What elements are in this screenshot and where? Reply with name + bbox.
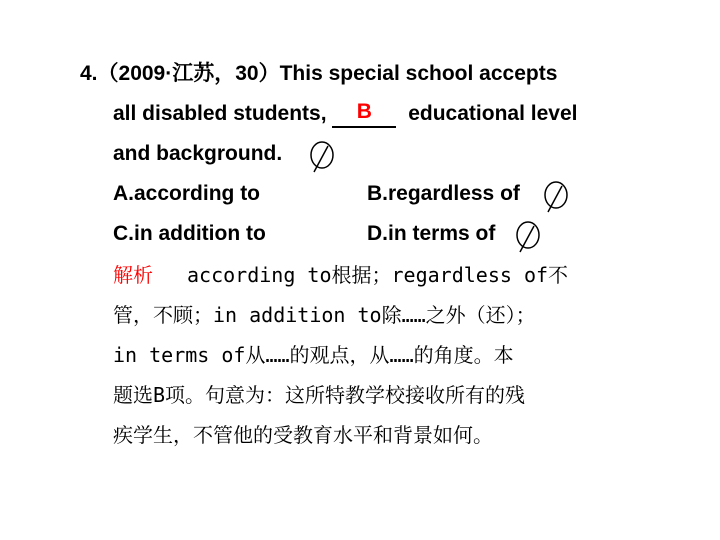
analysis-text-5: 疾学生，不管他的受教育水平和背景如何。	[113, 423, 493, 447]
analysis-text-4: 题选B项。句意为：这所特教学校接收所有的残	[113, 383, 526, 407]
analysis-line-5	[113, 421, 493, 449]
question-text-2b: educational level	[402, 102, 578, 125]
option-d-text: D.in terms of	[367, 222, 496, 245]
analysis-text-2: 管，不顾；in addition to除……之外（还）；	[113, 303, 536, 327]
question-text-3: and background.	[113, 142, 283, 165]
option-d	[367, 220, 495, 248]
question-line-3	[113, 140, 282, 168]
option-c	[113, 220, 266, 248]
question-line-1	[80, 60, 557, 88]
question-text-1: This special school accepts	[279, 62, 558, 85]
option-a-text: A.according to	[113, 182, 261, 205]
answer-letter: B	[356, 100, 372, 123]
analysis-line-1	[113, 261, 568, 289]
question-number-source: 4.（2009·江苏，30）	[80, 62, 280, 85]
question-text-2a: all disabled students,	[113, 102, 333, 125]
option-a	[113, 180, 260, 208]
circled-mark-icon	[304, 138, 338, 178]
analysis-line-4	[113, 381, 525, 409]
option-b-text: B.regardless of	[367, 182, 520, 205]
analysis-line-2	[113, 301, 536, 329]
circled-mark-icon	[540, 178, 574, 218]
analysis-text-3: in terms of从……的观点，从……的角度。本	[113, 343, 514, 367]
option-b	[367, 180, 520, 208]
question-line-2	[113, 100, 577, 128]
answer-blank	[332, 100, 396, 128]
option-c-text: C.in addition to	[113, 222, 266, 245]
circled-mark-icon	[512, 218, 546, 258]
analysis-label: 解析	[113, 263, 153, 287]
analysis-text-1: according to根据；regardless of不	[187, 263, 569, 287]
analysis-line-3	[113, 341, 514, 369]
